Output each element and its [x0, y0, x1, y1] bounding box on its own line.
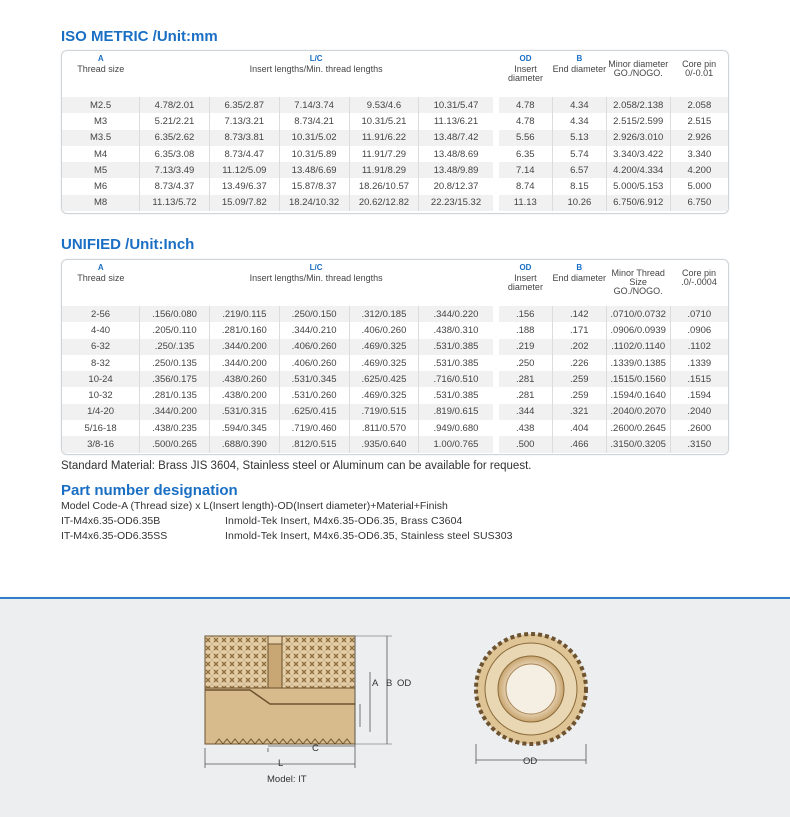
- table-cell: 6.35/2.62: [140, 130, 210, 146]
- table-cell: .344: [499, 404, 553, 420]
- table-cell: 20.62/12.82: [349, 195, 419, 211]
- table-cell: .438: [499, 420, 553, 436]
- table-cell: .716/0.510: [419, 371, 493, 387]
- table-cell: 8.73/3.81: [209, 130, 279, 146]
- table-cell: .171: [552, 322, 606, 338]
- table-cell: 22.23/15.32: [419, 195, 493, 211]
- table-cell: .1102: [670, 339, 728, 355]
- table-cell: 10.31/5.47: [419, 97, 493, 113]
- part-example-desc: Inmold-Tek Insert, M4x6.35-OD6.35, Brass C3604: [225, 515, 463, 527]
- table-cell: 13.48/9.89: [419, 162, 493, 178]
- table-cell: 1/4-20: [62, 404, 140, 420]
- table-cell: .356/0.175: [140, 371, 210, 387]
- table-cell: 6.750: [670, 195, 728, 211]
- table-cell: .0906: [670, 322, 728, 338]
- table-cell: 7.13/3.49: [140, 162, 210, 178]
- table-cell: .406/0.260: [279, 339, 349, 355]
- table-cell: .226: [552, 355, 606, 371]
- table-cell: .812/0.515: [279, 436, 349, 452]
- table-cell: 4-40: [62, 322, 140, 338]
- model-code-line: Model Code-A (Thread size) x L(Insert length)-OD(Insert diameter)+Material+Finish: [61, 500, 448, 512]
- table-cell: 11.12/5.09: [209, 162, 279, 178]
- table-cell: .625/0.425: [349, 371, 419, 387]
- table-cell: 10-32: [62, 387, 140, 403]
- table-cell: .469/0.325: [349, 387, 419, 403]
- table-cell: .500: [499, 436, 553, 452]
- table-cell: .344/0.220: [419, 306, 493, 322]
- table-cell: .531/0.385: [419, 387, 493, 403]
- table-cell: 11.13/5.72: [140, 195, 210, 211]
- table-cell: 10-24: [62, 371, 140, 387]
- insert-side-view: [205, 636, 392, 768]
- table-cell: .531/0.385: [419, 355, 493, 371]
- table-cell: .0710/0.0732: [606, 306, 670, 322]
- table-cell: .2040: [670, 404, 728, 420]
- table-cell: 8.73/4.21: [279, 113, 349, 129]
- table-cell: 13.48/7.42: [419, 130, 493, 146]
- table-cell: .469/0.325: [349, 339, 419, 355]
- unified-header-lc: L/C Insert lengths/Min. thread lengths: [249, 263, 383, 283]
- dim-label-b: B: [386, 678, 393, 689]
- table-cell: 10.31/5.89: [279, 146, 349, 162]
- table-cell: 2.926/3.010: [606, 130, 670, 146]
- table-cell: 8.73/4.47: [209, 146, 279, 162]
- table-cell: 20.8/12.37: [419, 178, 493, 194]
- table-cell: 6.750/6.912: [606, 195, 670, 211]
- table-cell: 2.058: [670, 97, 728, 113]
- table-cell: .344/0.200: [209, 339, 279, 355]
- table-cell: .1594: [670, 387, 728, 403]
- table-cell: 7.14: [499, 162, 553, 178]
- table-cell: 2.515/2.599: [606, 113, 670, 129]
- table-cell: .719/0.515: [349, 404, 419, 420]
- table-cell: .0906/0.0939: [606, 322, 670, 338]
- table-cell: .500/0.265: [140, 436, 210, 452]
- table-cell: 11.91/6.22: [349, 130, 419, 146]
- metric-header-od: OD Insert diameter: [508, 54, 544, 83]
- table-cell: .594/0.345: [209, 420, 279, 436]
- table-cell: .312/0.185: [349, 306, 419, 322]
- table-cell: 7.13/3.21: [209, 113, 279, 129]
- table-cell: .949/0.680: [419, 420, 493, 436]
- table-cell: .259: [552, 371, 606, 387]
- table-cell: .719/0.460: [279, 420, 349, 436]
- table-cell: 5.000: [670, 178, 728, 194]
- metric-header-core: Core pin 0/-0.01: [682, 59, 717, 78]
- table-cell: 10.31/5.21: [349, 113, 419, 129]
- table-cell: 5.13: [552, 130, 606, 146]
- table-cell: 11.91/8.29: [349, 162, 419, 178]
- table-cell: .142: [552, 306, 606, 322]
- table-cell: 2.926: [670, 130, 728, 146]
- table-cell: .438/0.200: [209, 387, 279, 403]
- unified-header-b: B End diameter: [552, 263, 607, 283]
- table-cell: .688/0.390: [209, 436, 279, 452]
- table-cell: .344/0.200: [140, 404, 210, 420]
- table-cell: .321: [552, 404, 606, 420]
- table-cell: 6.57: [552, 162, 606, 178]
- table-cell: 11.13/6.21: [419, 113, 493, 129]
- table-cell: 3/8-16: [62, 436, 140, 452]
- table-cell: .2040/0.2070: [606, 404, 670, 420]
- table-cell: 13.49/6.37: [209, 178, 279, 194]
- insert-end-view: [476, 634, 586, 764]
- table-cell: .219: [499, 339, 553, 355]
- dim-label-od-end: OD: [523, 756, 538, 767]
- table-cell: 6.35/3.08: [140, 146, 210, 162]
- table-cell: .438/0.235: [140, 420, 210, 436]
- table-cell: M6: [62, 178, 140, 194]
- table-cell: .219/0.115: [209, 306, 279, 322]
- table-cell: .2600: [670, 420, 728, 436]
- table-cell: 11.91/7.29: [349, 146, 419, 162]
- table-cell: 5.56: [499, 130, 553, 146]
- table-cell: M2.5: [62, 97, 140, 113]
- table-cell: .344/0.210: [279, 322, 349, 338]
- table-cell: .344/0.200: [209, 355, 279, 371]
- table-cell: .281: [499, 371, 553, 387]
- table-cell: 8-32: [62, 355, 140, 371]
- table-cell: 4.200: [670, 162, 728, 178]
- table-cell: 4.78: [499, 97, 553, 113]
- table-cell: .3150/0.3205: [606, 436, 670, 452]
- table-cell: .259: [552, 387, 606, 403]
- table-cell: .935/0.640: [349, 436, 419, 452]
- table-cell: .531/0.385: [419, 339, 493, 355]
- part-number-title: Part number designation: [61, 482, 238, 499]
- table-cell: 10.31/5.02: [279, 130, 349, 146]
- table-cell: .404: [552, 420, 606, 436]
- unified-title: UNIFIED /Unit:Inch: [61, 236, 195, 253]
- table-cell: 18.26/10.57: [349, 178, 419, 194]
- table-cell: .281: [499, 387, 553, 403]
- metric-header-b: B End diameter: [552, 54, 607, 74]
- table-cell: 4.78: [499, 113, 553, 129]
- model-label: Model: IT: [267, 774, 307, 785]
- table-cell: .811/0.570: [349, 420, 419, 436]
- metric-title: ISO METRIC /Unit:mm: [61, 28, 218, 45]
- table-cell: .0710: [670, 306, 728, 322]
- table-cell: 4.34: [552, 113, 606, 129]
- table-cell: .438/0.260: [209, 371, 279, 387]
- unified-header-minor: Minor Thread Size GO./NOGO.: [611, 268, 665, 296]
- table-cell: .406/0.260: [279, 355, 349, 371]
- dim-label-a: A: [372, 678, 379, 689]
- table-cell: M3: [62, 113, 140, 129]
- table-cell: .250/.135: [140, 339, 210, 355]
- table-cell: M3.5: [62, 130, 140, 146]
- table-cell: .156: [499, 306, 553, 322]
- table-cell: .1594/0.1640: [606, 387, 670, 403]
- table-cell: .202: [552, 339, 606, 355]
- unified-header-a: A Thread size: [77, 263, 125, 283]
- table-cell: 3.340/3.422: [606, 146, 670, 162]
- unified-header-core: Core pin .0/-.0004: [681, 268, 717, 287]
- table-cell: M8: [62, 195, 140, 211]
- table-cell: 5/16-18: [62, 420, 140, 436]
- part-example-desc: Inmold-Tek Insert, M4x6.35-OD6.35, Stainless steel SUS303: [225, 530, 513, 542]
- table-cell: M4: [62, 146, 140, 162]
- table-cell: .250: [499, 355, 553, 371]
- table-cell: 9.53/4.6: [349, 97, 419, 113]
- table-cell: .1339/0.1385: [606, 355, 670, 371]
- table-cell: .1102/0.1140: [606, 339, 670, 355]
- table-cell: 8.74: [499, 178, 553, 194]
- table-cell: .466: [552, 436, 606, 452]
- table-cell: .819/0.615: [419, 404, 493, 420]
- table-cell: 2.515: [670, 113, 728, 129]
- table-cell: .3150: [670, 436, 728, 452]
- table-cell: .625/0.415: [279, 404, 349, 420]
- table-cell: 10.26: [552, 195, 606, 211]
- table-cell: 4.200/4.334: [606, 162, 670, 178]
- table-cell: .438/0.310: [419, 322, 493, 338]
- table-cell: .1339: [670, 355, 728, 371]
- table-cell: .1515: [670, 371, 728, 387]
- dim-label-l: L: [278, 758, 284, 769]
- metric-header-lc: L/C Insert lengths/Min. thread lengths: [249, 54, 383, 74]
- metric-header-a: A Thread size: [77, 54, 125, 74]
- table-cell: M5: [62, 162, 140, 178]
- dim-label-c: C: [312, 743, 319, 754]
- table-cell: 11.13: [499, 195, 553, 211]
- table-cell: 5.000/5.153: [606, 178, 670, 194]
- table-cell: 13.48/6.69: [279, 162, 349, 178]
- part-example-code: IT-M4x6.35-OD6.35B: [61, 515, 161, 527]
- table-cell: .250/0.135: [140, 355, 210, 371]
- table-cell: .2600/0.2645: [606, 420, 670, 436]
- table-cell: 4.34: [552, 97, 606, 113]
- table-cell: .281/0.160: [209, 322, 279, 338]
- table-cell: .1515/0.1560: [606, 371, 670, 387]
- table-cell: .531/0.260: [279, 387, 349, 403]
- table-cell: 5.74: [552, 146, 606, 162]
- table-cell: 4.78/2.01: [140, 97, 210, 113]
- table-cell: 18.24/10.32: [279, 195, 349, 211]
- table-cell: 15.87/8.37: [279, 178, 349, 194]
- table-cell: 2-56: [62, 306, 140, 322]
- table-cell: .469/0.325: [349, 355, 419, 371]
- table-cell: .531/0.315: [209, 404, 279, 420]
- table-cell: 2.058/2.138: [606, 97, 670, 113]
- table-cell: .156/0.080: [140, 306, 210, 322]
- table-cell: 6-32: [62, 339, 140, 355]
- table-cell: .406/0.260: [349, 322, 419, 338]
- table-cell: .531/0.345: [279, 371, 349, 387]
- table-cell: 7.14/3.74: [279, 97, 349, 113]
- table-cell: 1.00/0.765: [419, 436, 493, 452]
- table-cell: 6.35: [499, 146, 553, 162]
- part-example-code: IT-M4x6.35-OD6.35SS: [61, 530, 168, 542]
- table-cell: 13.48/8.69: [419, 146, 493, 162]
- table-cell: 8.15: [552, 178, 606, 194]
- metric-header-minor: Minor diameter GO./NOGO.: [608, 59, 669, 78]
- table-cell: 15.09/7.82: [209, 195, 279, 211]
- table-cell: 8.73/4.37: [140, 178, 210, 194]
- table-cell: .188: [499, 322, 553, 338]
- unified-header-od: OD Insert diameter: [507, 263, 543, 292]
- table-cell: 5.21/2.21: [140, 113, 210, 129]
- dim-label-od: OD: [397, 678, 412, 689]
- table-cell: .281/0.135: [140, 387, 210, 403]
- table-cell: 6.35/2.87: [209, 97, 279, 113]
- table-cell: .250/0.150: [279, 306, 349, 322]
- table-cell: 3.340: [670, 146, 728, 162]
- material-note: Standard Material: Brass JIS 3604, Stainless steel or Aluminum can be available for request.: [61, 460, 532, 472]
- table-cell: .205/0.110: [140, 322, 210, 338]
